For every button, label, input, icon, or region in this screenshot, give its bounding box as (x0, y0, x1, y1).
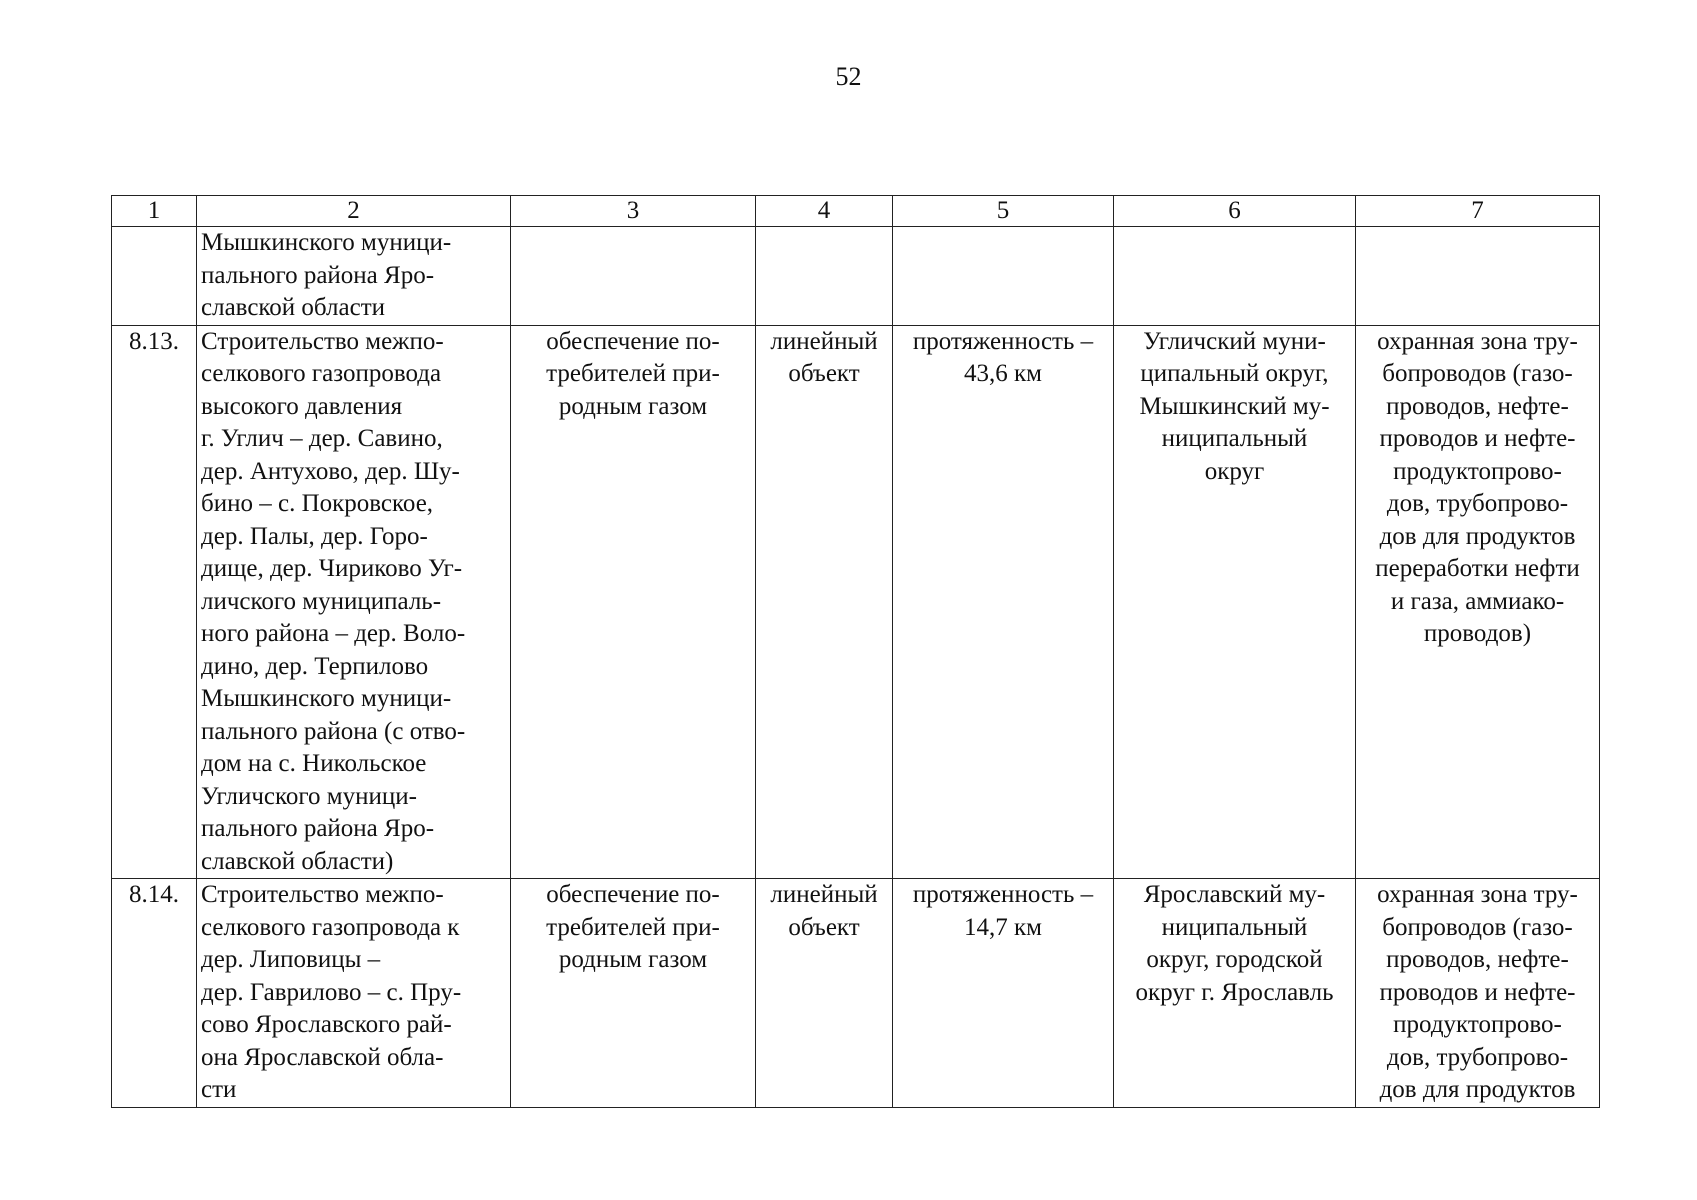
cell-text-line: дер. Антухово, дер. Шу- (201, 457, 460, 485)
cell-text-line: и газа, аммиако- (1390, 587, 1565, 615)
table-row (112, 879, 1600, 1108)
data-table (111, 195, 1600, 1108)
cell-text-line: проводов) (1423, 620, 1532, 647)
location-cell (1114, 879, 1356, 1108)
cell-text-line: требителей при- (546, 360, 720, 387)
cell-text-line: Мышкинский му- (1139, 392, 1330, 420)
characteristic-cell (893, 325, 1114, 879)
table-row (112, 227, 1600, 326)
cell-text-line: г. Углич – дер. Савино, (201, 425, 443, 452)
column-header: 3 (511, 196, 756, 227)
cell-text-line: ниципальный (1161, 425, 1308, 452)
purpose-cell (511, 227, 756, 326)
cell-text-line: дище, дер. Чириково Уг- (201, 555, 463, 582)
cell-text-line: протяженность – (912, 327, 1094, 355)
cell-text-line: дов, трубопрово- (1386, 1043, 1569, 1071)
zone-cell (1356, 325, 1600, 879)
object-type-cell (756, 879, 893, 1108)
cell-text-line: родным газом (558, 946, 708, 973)
cell-text-line: продуктопрово- (1393, 457, 1562, 485)
object-name-cell (197, 879, 511, 1108)
cell-text-line: проводов и нефте- (1379, 425, 1576, 452)
row-number-cell (112, 227, 197, 326)
cell-text-line: проводов, нефте- (1386, 392, 1569, 420)
cell-text-line: охранная зона тру- (1377, 327, 1578, 355)
cell-text-line: Мышкинского муници- (201, 685, 452, 712)
cell-text-line: округ, городской (1146, 946, 1323, 973)
cell-text-line: требителей при- (546, 913, 720, 941)
object-name-cell (197, 325, 511, 879)
column-header: 6 (1114, 196, 1356, 227)
cell-text-line: округ (1204, 457, 1265, 485)
zone-cell (1356, 879, 1600, 1108)
cell-text-line: линейный (770, 327, 878, 355)
cell-text-line: протяженность – (912, 881, 1094, 908)
table-row (112, 325, 1600, 879)
object-type-cell (756, 227, 893, 326)
cell-text-line: Угличский муни- (1143, 327, 1326, 355)
characteristic-cell (893, 879, 1114, 1108)
cell-text-line: ниципальный (1161, 913, 1308, 941)
object-name-cell (197, 227, 511, 326)
cell-text-line: сти (201, 1076, 237, 1103)
column-header: 2 (197, 196, 511, 227)
cell-text-line: пального района (с отво- (201, 717, 466, 745)
cell-text-line: Строительство межпо- (201, 327, 444, 355)
cell-text-line: Ярославский му- (1143, 881, 1326, 908)
cell-text-line: дер. Палы, дер. Горо- (201, 522, 428, 550)
cell-text-line: Мышкинского муници- (201, 229, 452, 256)
cell-text-line: 14,7 км (964, 913, 1042, 941)
cell-text-line: Угличского муници- (201, 782, 417, 810)
cell-text-line: ного района – дер. Воло- (201, 620, 466, 647)
cell-text-line: бопроводов (газо- (1382, 360, 1573, 387)
column-header: 1 (112, 196, 197, 227)
cell-text-line: славской области) (201, 847, 394, 875)
cell-text-line: объект (788, 913, 860, 941)
cell-text-line: пального района Яро- (201, 815, 435, 842)
zone-cell (1356, 227, 1600, 326)
purpose-cell (511, 879, 756, 1108)
location-cell (1114, 325, 1356, 879)
cell-text-line: 43,6 км (964, 360, 1042, 387)
cell-text-line: бино – с. Покровское, (201, 490, 434, 517)
cell-text-line: охранная зона тру- (1377, 881, 1578, 908)
cell-text-line: дино, дер. Терпилово (201, 652, 429, 680)
row-number-cell: 8.13. (112, 325, 197, 879)
cell-text-line: объект (788, 360, 860, 387)
cell-text-line: дов для продуктов (1379, 1076, 1576, 1103)
cell-text-line: селкового газопровода к (201, 913, 460, 941)
cell-text-line: высокого давления (201, 392, 403, 420)
characteristic-cell (893, 227, 1114, 326)
cell-text-line: дер. Липовицы – (201, 946, 381, 973)
table-header-row (112, 196, 1600, 227)
cell-text-line: дом на с. Никольское (201, 750, 427, 777)
cell-text-line: ципальный округ, (1140, 360, 1329, 387)
cell-text-line: продуктопрово- (1393, 1011, 1562, 1038)
cell-text-line: переработки нефти (1375, 555, 1580, 582)
object-type-cell (756, 325, 893, 879)
purpose-cell (511, 325, 756, 879)
column-header: 5 (893, 196, 1114, 227)
cell-text-line: родным газом (558, 392, 708, 420)
cell-text-line: линейный (770, 881, 878, 908)
cell-text-line: бопроводов (газо- (1382, 913, 1573, 941)
cell-text-line: дов для продуктов (1379, 522, 1576, 550)
cell-text-line: пального района Яро- (201, 261, 435, 289)
column-header: 4 (756, 196, 893, 227)
page-number: 52 (835, 62, 862, 91)
column-header: 7 (1356, 196, 1600, 227)
cell-text-line: личского муниципаль- (201, 587, 442, 615)
cell-text-line: дов, трубопрово- (1386, 490, 1569, 517)
cell-text-line: дер. Гаврилово – с. Пру- (201, 978, 462, 1006)
cell-text-line: селкового газопровода (201, 360, 442, 387)
cell-text-line: проводов и нефте- (1379, 978, 1576, 1006)
cell-text-line: она Ярославской обла- (201, 1043, 444, 1071)
cell-text-line: славской области (201, 294, 385, 321)
location-cell (1114, 227, 1356, 326)
row-number-cell: 8.14. (112, 879, 197, 1108)
cell-text-line: проводов, нефте- (1386, 946, 1569, 973)
cell-text-line: округ г. Ярославль (1135, 978, 1334, 1006)
cell-text-line: Строительство межпо- (201, 881, 444, 908)
cell-text-line: сово Ярославского рай- (201, 1011, 452, 1038)
cell-text-line: обеспечение по- (546, 881, 720, 908)
cell-text-line: обеспечение по- (546, 327, 720, 355)
